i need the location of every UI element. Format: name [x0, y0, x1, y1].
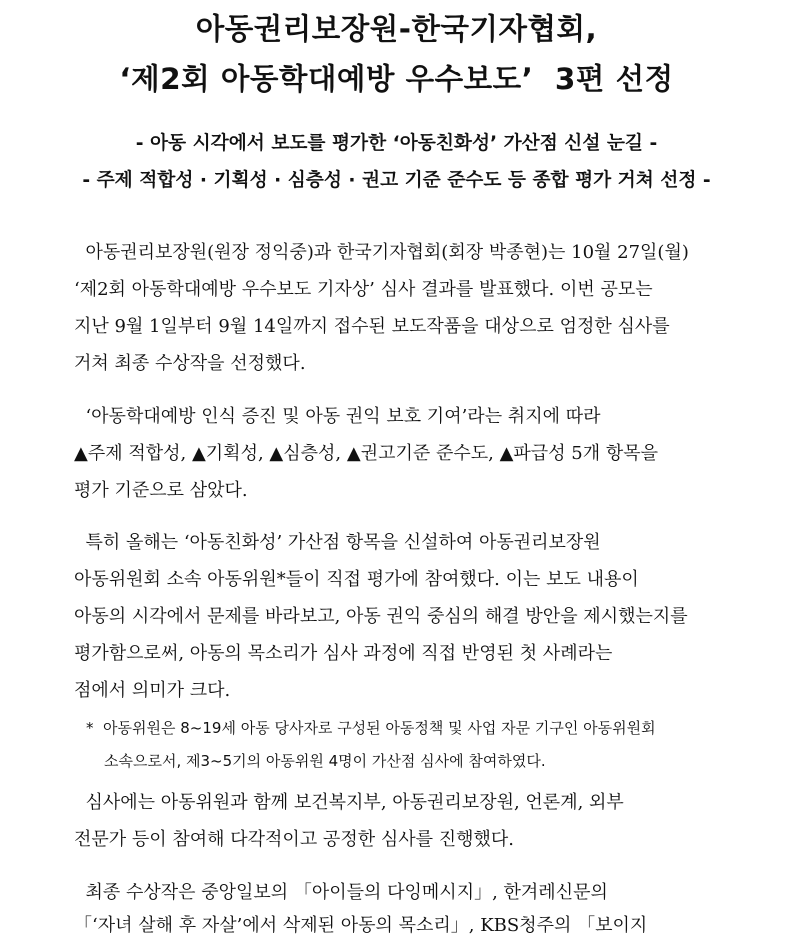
paragraph-1-line-1: 아동권리보장원(원장 정익중)과 한국기자협회(회장 박종현)는 10월 27일(월) [74, 242, 689, 263]
paragraph-1-line-3: 지난 9월 1일부터 9월 14일까지 접수된 보도작품을 대상으로 엄정한 심사를 [74, 316, 670, 337]
subtitle-1: - 아동 시각에서 보도를 평가한 ‘아동친화성’ 가산점 신설 눈길 - [135, 133, 658, 154]
paragraph-3-line-3: 아동의 시각에서 문제를 바라보고, 아동 권익 중심의 해결 방안을 제시했는지를 [74, 606, 688, 627]
paragraph-3-line-5: 점에서 의미가 크다. [74, 680, 231, 701]
paragraph-3-line-4: 평가함으로써, 아동의 목소리가 심사 과정에 직접 반영된 첫 사례라는 [74, 643, 613, 664]
paragraph-5-line-1: 최종 수상작은 중앙일보의 「아이들의 다잉메시지」, 한겨레신문의 [74, 882, 608, 903]
headline-line-1: 아동권리보장원-한국기자협회, [195, 12, 598, 46]
paragraph-2-line-2: ▲주제 적합성, ▲기획성, ▲심층성, ▲권고기준 준수도, ▲파급성 5개 항목을 [74, 443, 659, 464]
paragraph-3-line-1: 특히 올해는 ‘아동친화성’ 가산점 항목을 신설하여 아동권리보장원 [74, 532, 601, 553]
paragraph-2-line-3: 평가 기준으로 삼았다. [74, 480, 248, 501]
paragraph-1-line-2: ‘제2회 아동학대예방 우수보도 기자상’ 심사 결과를 발표했다. 이번 공모는 [74, 279, 653, 300]
paragraph-5-line-2: 「‘자녀 살해 후 자살’에서 삭제된 아동의 목소리」, KBS청주의 「보이지 [74, 915, 648, 936]
headline-line-2: ‘제2회 아동학대예방 우수보도’ 3편 선정 [119, 62, 674, 96]
footnote-line-2: 소속으로서, 제3~5기의 아동위원 4명이 가산점 심사에 참여하였다. [104, 752, 546, 770]
paragraph-4-line-2: 전문가 등이 참여해 다각적이고 공정한 심사를 진행했다. [74, 829, 514, 850]
subtitle-2: - 주제 적합성 · 기획성 · 심층성 · 권고 기준 준수도 등 종합 평가 거쳐 선정 - [82, 170, 711, 191]
paragraph-4-line-1: 심사에는 아동위원과 함께 보건복지부, 아동권리보장원, 언론계, 외부 [74, 792, 624, 813]
paragraph-3-line-2: 아동위원회 소속 아동위원*들이 직접 평가에 참여했다. 이는 보도 내용이 [74, 569, 639, 590]
paragraph-1-line-4: 거쳐 최종 수상작을 선정했다. [74, 353, 306, 374]
footnote-line-1: * 아동위원은 8~19세 아동 당사자로 구성된 아동정책 및 사업 자문 기구인 아동위원회 [86, 719, 656, 737]
paragraph-2-line-1: ‘아동학대예방 인식 증진 및 아동 권익 보호 기여’라는 취지에 따라 [74, 406, 601, 427]
